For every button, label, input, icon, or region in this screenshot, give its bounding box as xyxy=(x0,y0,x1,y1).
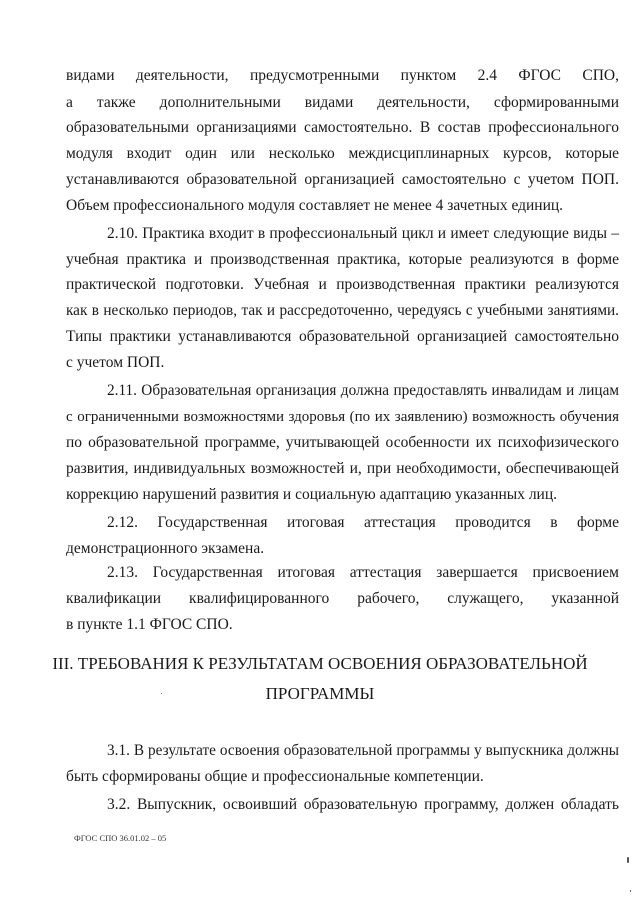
text-line: с учетом ПОП. xyxy=(66,354,165,371)
text-line: Объем профессионального модуля составляет не менее 4 зачетных единиц. xyxy=(66,197,564,214)
page-footer: ФГОС СПО 36.01.02 – 05 xyxy=(74,833,167,843)
text-line: образовательными организациями самостоятельно. В состав профессионального xyxy=(66,119,619,136)
text-line: видами деятельности, предусмотренными пунктом 2.4 ФГОС СПО, xyxy=(66,67,619,84)
text-line: 2.10. Практика входит в профессиональный цикл и имеет следующие виды – xyxy=(107,225,619,242)
text-line: по образовательной программе, учитывающей особенности их психофизического xyxy=(66,434,619,451)
text-line: быть сформированы общие и профессиональные компетенции. xyxy=(66,768,484,785)
text-line: коррекцию нарушений развития и социальную адаптацию указанных лиц. xyxy=(66,486,558,503)
text-line: практической подготовки. Учебная и производственная практики реализуются xyxy=(66,276,619,293)
section-heading-line-1: III. ТРЕБОВАНИЯ К РЕЗУЛЬТАТАМ ОСВОЕНИЯ ОБРАЗОВАТЕЛЬНОЙ xyxy=(52,654,588,673)
text-line: квалификации квалифицированного рабочего, служащего, указанной xyxy=(66,590,619,607)
scan-speck xyxy=(161,693,162,694)
text-line: модуля входит один или несколько междисциплинарных курсов, которые xyxy=(66,145,619,162)
section-heading-line-2: ПРОГРАММЫ xyxy=(265,684,375,703)
text-line: 2.11. Образовательная организация должна предоставлять инвалидам и лицам xyxy=(107,382,619,399)
text-line: Типы практики устанавливаются образовательной организацией самостоятельно xyxy=(66,328,619,345)
text-line: а также дополнительными видами деятельности, сформированными xyxy=(66,94,619,111)
text-line: демонстрационного экзамена. xyxy=(66,540,265,557)
text-line: 3.1. В результате освоения образовательной программы у выпускника должны xyxy=(107,742,619,759)
text-line: как в несколько периодов, так и рассредоточенно, чередуясь с учебными занятиями. xyxy=(66,302,619,319)
scan-speck xyxy=(627,857,629,863)
text-line: 2.12. Государственная итоговая аттестация проводится в форме xyxy=(107,514,619,531)
text-line: в пункте 1.1 ФГОС СПО. xyxy=(66,616,233,633)
text-line: 3.2. Выпускник, освоивший образовательную программу, должен обладать xyxy=(107,796,619,813)
text-line: учебная практика и производственная практика, которые реализуются в форме xyxy=(66,251,619,268)
text-line: с ограниченными возможностями здоровья (по их заявлению) возможность обучения xyxy=(66,409,619,425)
text-line: 2.13. Государственная итоговая аттестация завершается присвоением xyxy=(107,564,619,581)
text-line: устанавливаются образовательной организацией самостоятельно с учетом ПОП. xyxy=(66,171,619,188)
scan-speck xyxy=(630,890,631,892)
text-line: развития, индивидуальных возможностей и, при необходимости, обеспечивающей xyxy=(66,460,619,477)
